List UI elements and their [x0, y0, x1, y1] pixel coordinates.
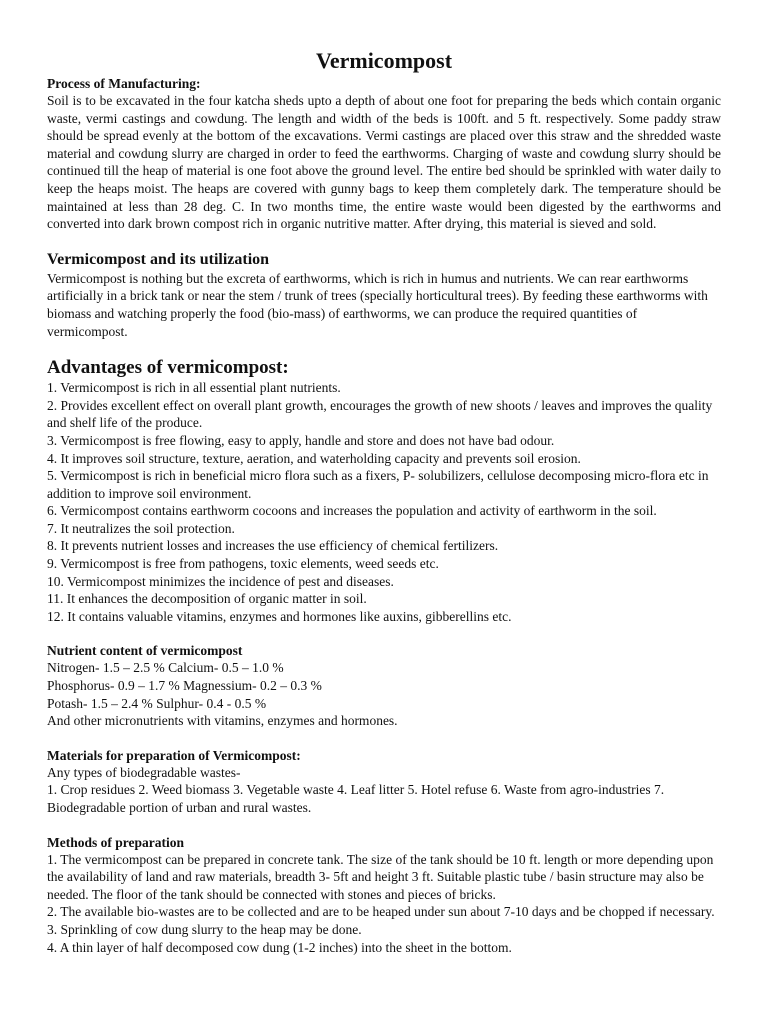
method-item: 1. The vermicompost can be prepared in concrete tank. The size of the tank should be 10 ft. length or more depending upon the availability of land and raw materials, breadth 3- 5ft and height 3 ft. Suitable plastic tube / basin structure may also be needed. The floor of the tank should be connected with stones and pieces of bricks.	[47, 851, 714, 902]
materials-line: Any types of biodegradable wastes-	[47, 764, 241, 780]
methods-heading: Methods of preparation	[47, 834, 184, 850]
utilization-heading: Vermicompost and its utilization	[47, 250, 270, 268]
advantage-item: 10. Vermicompost minimizes the incidence of pest and diseases.	[47, 573, 394, 589]
advantages-heading: Advantages of vermicompost:	[47, 357, 289, 379]
advantage-item: 6. Vermicompost contains earthworm cocoons and increases the population and activity of earthworm in the soil.	[47, 503, 657, 519]
nutrient-line: And other micronutrients with vitamins, enzymes and hormones.	[47, 713, 398, 729]
method-item: 2. The available bio-wastes are to be collected and are to be heaped under sun about 7-10 days and be chopped if necessary.	[47, 904, 715, 920]
advantage-item: 5. Vermicompost is rich in beneficial micro flora such as a fixers, P- solubilizers, cellulose decomposing micro-flora etc in addition to improve soil environment.	[47, 468, 709, 501]
process-paragraph: Soil is to be excavated in the four katcha sheds upto a depth of about one foot for preparing the beds which contain organic waste, vermi castings and cowdung. The length and width of the beds is 100ft. and 5 ft. respectively. Some paddy straw should be spread evenly at the bottom of the excavations. Vermi castings are placed over this straw and the shredded waste material and cowdung slurry are charged in order to feed the earthworms. Charging of waste and cowdung slurry should be continued till the heap of material is one foot above the ground level. The entire bed should be sprinkled with water daily to keep the heaps moist. The heaps are covered with gunny bags to keep them completely dark. The temperature should be maintained at less than 28 deg. C. In two months time, the entire waste would been digested by the earthworms and converted into dark brown compost rich in organic nutritive matter. After drying, this material is sieved and sold.	[47, 93, 721, 232]
materials-line: 1. Crop residues 2. Weed biomass 3. Vegetable waste 4. Leaf litter 5. Hotel refuse 6. Waste from agro-industries 7. Biodegradable portion of urban and rural wastes.	[47, 782, 665, 815]
document-content	[47, 48, 721, 956]
advantage-item: 11. It enhances the decomposition of organic matter in soil.	[47, 591, 367, 607]
nutrient-line: Phosphorus- 0.9 – 1.7 % Magnessium- 0.2 – 0.3 %	[47, 678, 322, 694]
process-heading: Process of Manufacturing:	[47, 76, 201, 91]
advantage-item: 3. Vermicompost is free flowing, easy to apply, handle and store and does not have bad odour.	[47, 432, 555, 448]
advantage-item: 2. Provides excellent effect on overall plant growth, encourages the growth of new shoots / leaves and improves the quality and shelf life of the produce.	[47, 397, 713, 431]
method-item: 4. A thin layer of half decomposed cow dung (1-2 inches) into the sheet in the bottom.	[47, 939, 512, 955]
nutrients-heading: Nutrient content of vermicompost	[47, 643, 243, 659]
advantage-item: 12. It contains valuable vitamins, enzymes and hormones like auxins, gibberellins etc.	[47, 608, 512, 624]
utilization-paragraph: Vermicompost is nothing but the excreta of earthworms, which is rich in humus and nutrients. We can rear earthworms artificially in a brick tank or near the stem / trunk of trees (specially horticultural trees). By feeding these earthworms with biomass and watching properly the food (bio-mass) of earthworms, we can produce the required quantities of vermicompost.	[47, 270, 708, 339]
advantage-item: 1. Vermicompost is rich in all essential plant nutrients.	[47, 380, 341, 396]
advantage-item: 9. Vermicompost is free from pathogens, toxic elements, weed seeds etc.	[47, 556, 439, 572]
document-title: Vermicompost	[315, 48, 453, 73]
advantage-item: 7. It neutralizes the soil protection.	[47, 520, 235, 536]
nutrient-line: Nitrogen- 1.5 – 2.5 % Calcium- 0.5 – 1.0 %	[47, 660, 284, 676]
materials-heading: Materials for preparation of Vermicompost:	[47, 747, 301, 763]
method-item: 3. Sprinkling of cow dung slurry to the heap may be done.	[47, 921, 362, 937]
advantage-item: 8. It prevents nutrient losses and increases the use efficiency of chemical fertilizers.	[47, 538, 499, 554]
advantage-item: 4. It improves soil structure, texture, aeration, and waterholding capacity and prevents soil erosion.	[47, 450, 581, 466]
nutrient-line: Potash- 1.5 – 2.4 % Sulphur- 0.4 - 0.5 %	[47, 695, 267, 711]
